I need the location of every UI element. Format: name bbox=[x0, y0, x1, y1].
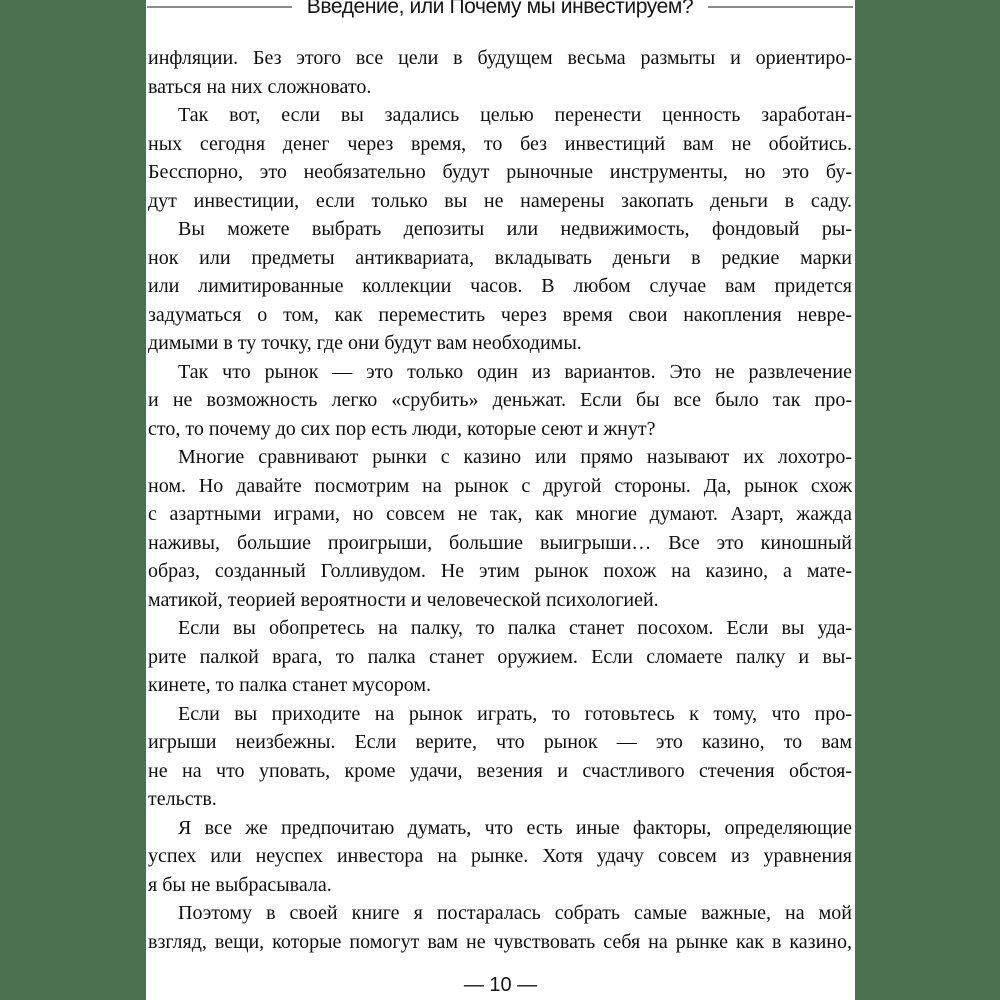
text-line: дут инвестиции, если только вы не намерены закопать деньги в саду. bbox=[148, 189, 852, 212]
text-line: с азартными играми, но совсем не так, как многие думают. Азарт, жажда bbox=[148, 503, 852, 525]
text-line: я бы не выбрасывала. bbox=[148, 873, 332, 896]
paragraph bbox=[148, 44, 852, 101]
paragraph bbox=[148, 358, 852, 444]
text-line: не на что уповать, кроме удачи, везения и счастливого стечения обстоя- bbox=[148, 759, 852, 782]
text-line: и не возможность легко «срубить» деньжат. Если бы все было так про- bbox=[148, 389, 852, 411]
text-line: наживы, большие проигрыши, большие выигрыши… Все это киношный bbox=[148, 531, 852, 554]
text-line: димыми в ту точку, где они будут вам необходимы. bbox=[148, 332, 582, 354]
text-line: Поэтому в своей книге я постаралась собрать самые важные, на мой bbox=[178, 902, 852, 924]
text-line: сто, то почему до сих пор есть люди, которые сеют и жнут? bbox=[148, 417, 656, 440]
text-line: тельств. bbox=[148, 788, 217, 810]
text-line: игрыши неизбежны. Если верите, что рынок — это казино, то вам bbox=[148, 731, 852, 753]
text-line: ных сегодня денег через время, то без инвестиций вам не обойтись. bbox=[148, 132, 852, 155]
paragraph bbox=[148, 700, 852, 814]
text-line: Так что рынок — это только один из вариантов. Это не развлечение bbox=[178, 360, 852, 383]
text-line: взгляд, вещи, которые помогут вам не чувствовать себя на рынке как в казино, bbox=[148, 930, 852, 953]
left-green-band bbox=[0, 0, 146, 1000]
page-header bbox=[147, 0, 853, 20]
header-rule-right bbox=[708, 6, 853, 8]
paragraph bbox=[148, 101, 852, 215]
text-line: Бесспорно, это необязательно будут рыночные инструменты, но это бу- bbox=[148, 161, 852, 183]
text-line: или лимитированные коллекции часов. В любом случае вам придется bbox=[148, 275, 852, 297]
text-line: инфляции. Без этого все цели в будущем весьма размыты и ориентиро- bbox=[148, 47, 852, 69]
text-line: успех или неуспех инвестора на рынке. Хотя удачу совсем из уравнения bbox=[148, 845, 852, 867]
book-page bbox=[146, 0, 855, 1000]
text-line: рите палкой врага, то палка станет оружием. Если сломаете палку и вы- bbox=[148, 645, 852, 668]
text-line: Так вот, если вы задались целью перенести ценность заработан- bbox=[178, 104, 852, 126]
paragraph bbox=[148, 614, 852, 700]
text-line: Вы можете выбрать депозиты или недвижимость, фондовый ры- bbox=[178, 218, 852, 240]
header-rule-left bbox=[147, 6, 292, 8]
text-line: ваться на них сложновато. bbox=[148, 75, 372, 98]
text-line: Если вы приходите на рынок играть, то готовьтесь к тому, что про- bbox=[178, 702, 852, 725]
text-line: нок или предметы антиквариата, вкладывать деньги в редкие марки bbox=[148, 246, 852, 269]
text-line: кинете, то палка станет мусором. bbox=[148, 674, 431, 696]
page-number: — 10 — bbox=[463, 974, 538, 996]
paragraph bbox=[148, 215, 852, 358]
text-line: Если вы обопретесь на палку, то палка станет посохом. Если вы уда- bbox=[178, 617, 852, 639]
paragraph bbox=[148, 814, 852, 900]
text-line: ном. Но давайте посмотрим на рынок с другой стороны. Да, рынок схож bbox=[148, 474, 852, 497]
text-line: образ, созданный Голливудом. Не этим рынок похож на казино, а мате- bbox=[148, 560, 852, 582]
chapter-title: Введение, или Почему мы инвестируем? bbox=[306, 0, 694, 18]
body-text bbox=[146, 44, 855, 956]
text-line: задуматься о том, как переместить через время свои накопления невре- bbox=[148, 303, 852, 326]
text-line: матикой, теорией вероятности и человеческой психологией. bbox=[148, 588, 659, 611]
text-line: Я все же предпочитаю думать, что есть иные факторы, определяющие bbox=[178, 816, 852, 839]
right-green-band bbox=[855, 0, 1000, 1000]
text-line: Многие сравнивают рынки с казино или прямо называют их лохотро- bbox=[178, 446, 852, 468]
paragraph bbox=[148, 443, 852, 614]
paragraph bbox=[148, 899, 852, 956]
